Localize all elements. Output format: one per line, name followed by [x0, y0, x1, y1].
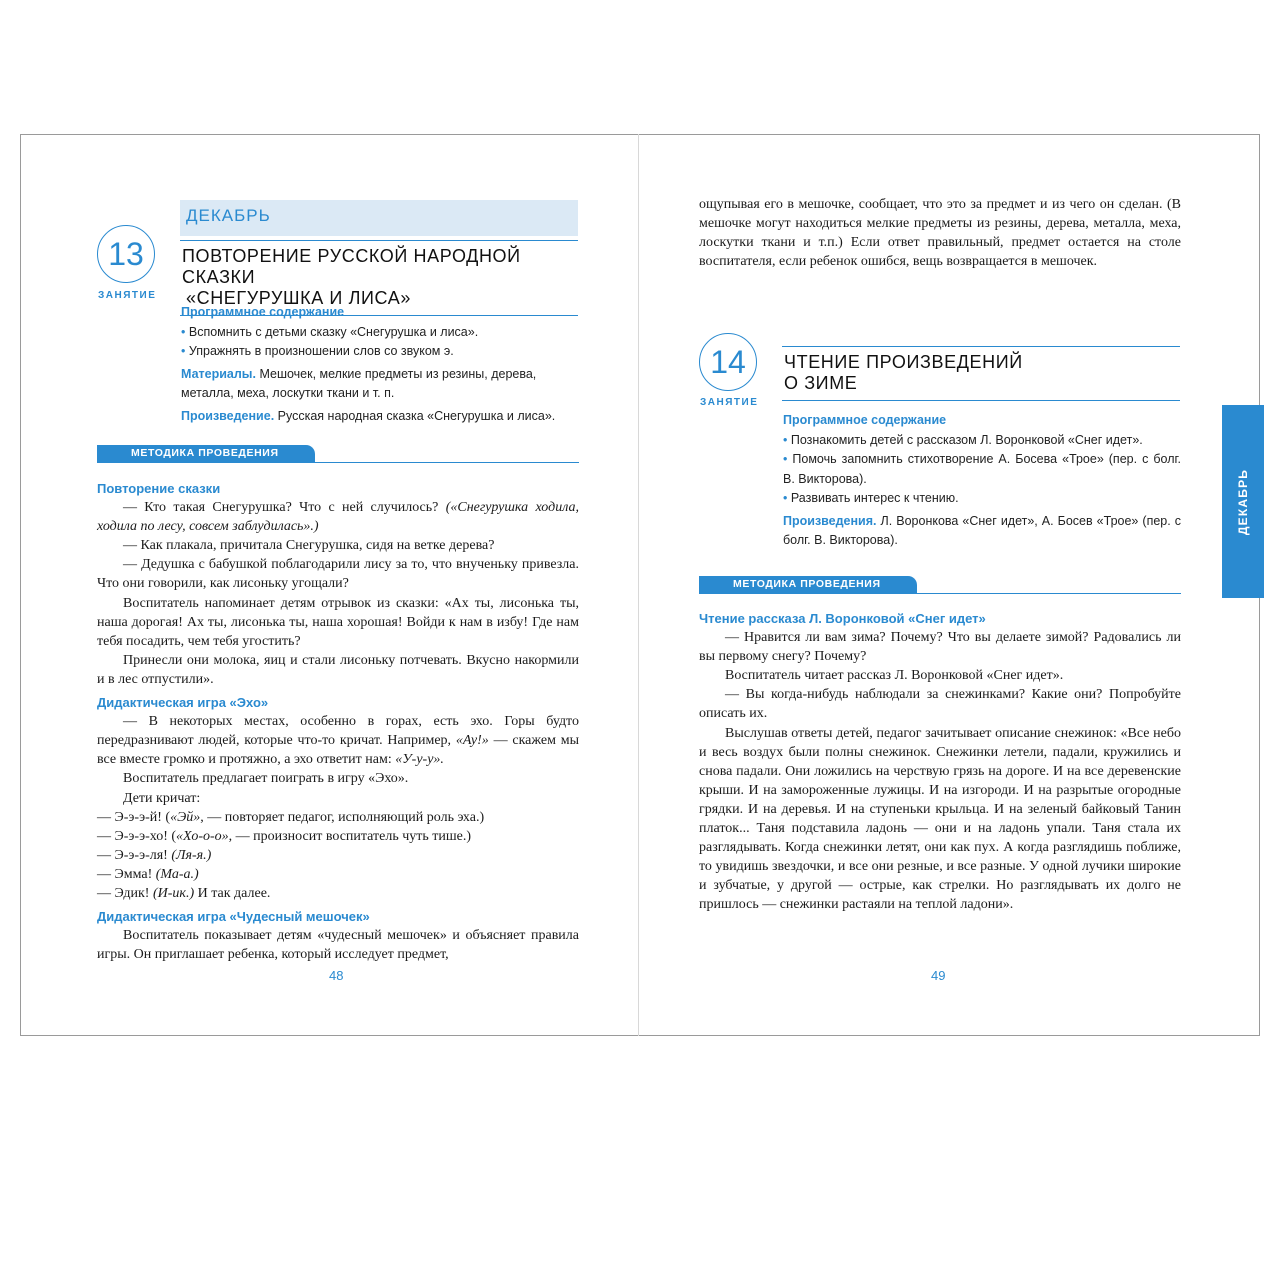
paragraph: — Дедушка с бабушкой поблагодарили лису за то, что внученьку привезла. Что они говорили, как лисоньку угощали? [97, 557, 579, 592]
lesson-info [181, 303, 579, 426]
paragraph: Дети кричат: [123, 790, 201, 806]
lesson-info [783, 411, 1181, 551]
method-header [97, 445, 579, 463]
work [181, 407, 579, 427]
paragraph: Воспитатель читает рассказ Л. Воронковой «Снег идет». [725, 668, 1064, 684]
lesson-title [782, 346, 1180, 401]
program-item: • Познакомить детей с рассказом Л. Воронковой «Снег идет». [783, 431, 1181, 451]
paragraph: Принесли они молока, яиц и стали лисоньку потчевать. Вкусно накормили и в лес отпустили». [97, 652, 579, 687]
page-number-left: 48 [329, 968, 344, 983]
paragraph: — Вы когда-нибудь наблюдали за снежинками? Какие они? Попробуйте описать их. [699, 687, 1181, 722]
echo-line: — Э-э-э-ля! (Ля-я.) [97, 847, 212, 863]
lesson-title-line1: ПОВТОРЕНИЕ РУССКОЙ НАРОДНОЙ СКАЗКИ [182, 246, 521, 287]
side-tab [1222, 405, 1264, 598]
paragraph: Воспитатель показывает детям «чудесный мешочек» и объясняет правила игры. Он приглашает ребенка, который исследует предмет, [97, 928, 579, 963]
lesson-label: ЗАНЯТИЕ [98, 290, 157, 301]
paragraph: — Кто такая Снегурушка? Что с ней случилось? («Снегурушка ходила, ходила по лесу, совсем заблудилась».) [97, 500, 579, 535]
lesson-number-circle: 13 [97, 225, 155, 283]
paragraph: — В некоторых местах, особенно в горах, есть эхо. Горы будто передразнивают людей, которые что-то кричат. Например, «Ау!» — скажем мы все вместе громко и протяжно, а эхо ответит нам: «У-у-у». [97, 714, 579, 768]
echo-line: — Э-э-э-хо! («Хо-о-о», — произносит воспитатель чуть тише.) [97, 828, 472, 844]
works [783, 512, 1181, 551]
paragraph: — Как плакала, причитала Снегурушка, сидя на ветке дерева? [123, 538, 495, 554]
lesson-title-line2: О ЗИМЕ [784, 373, 858, 393]
works-label: Произведения. [783, 513, 877, 528]
work-text: Русская народная сказка «Снегурушка и лиса». [277, 408, 556, 423]
left-body [97, 475, 579, 964]
echo-line: — Э-э-э-й! («Эй», — повторяет педагог, исполняющий роль эха.) [97, 809, 485, 825]
right-continuation [699, 195, 1181, 271]
page-fold [638, 134, 639, 1036]
method-tab: МЕТОДИКА ПРОВЕДЕНИЯ [699, 576, 917, 593]
materials-text: Мешочек, мелкие предметы из резины, дерева, [259, 366, 537, 381]
paragraph: Воспитатель предлагает поиграть в игру «Эхо». [123, 771, 409, 787]
lesson-title-line1: ЧТЕНИЕ ПРОИЗВЕДЕНИЙ [784, 352, 1023, 372]
program-item: • Развивать интерес к чтению. [783, 489, 1181, 509]
method-header [699, 576, 1181, 594]
month-bar: ДЕКАБРЬ [180, 200, 578, 236]
program-item: • Вспомнить с детьми сказку «Снегурушка и лиса». [181, 323, 579, 343]
materials-label: Материалы. [181, 366, 256, 381]
paragraph: Выслушав ответы детей, педагог зачитывает описание снежинок: «Все небо и весь воздух были полны снежинок. Снежинки летели, падали, кружились и снова падали. Они ложились на черствую грязь на дороге. И на все деревенские крыши. И на замороженные лужицы. И на изгороди. И на разрытые огородные грядки. И на деревья. И на ступеньки крыльца. И на зеленый байковый Танин платок... Таня подставила ладонь — они и на ладонь упали. Таня стала их разглядывать. Когда снежинки летят, они как пух. А когда разглядишь поближе, то увидишь звездочки, и все они резные, и все разные. У одной лучики широкие и зубчатые, у другой — острые, как стрелки. Но разглядывать их долго не пришлось — снежинки растаяли на теплой ладони». [699, 725, 1181, 913]
lesson-label: ЗАНЯТИЕ [700, 397, 759, 408]
section-title: Дидактическая игра «Эхо» [97, 695, 269, 711]
echo-line: — Эмма! (Ма-а.) [97, 866, 199, 882]
section-title: Повторение сказки [97, 481, 221, 496]
lesson-number-circle: 14 [699, 333, 757, 391]
page-number-right: 49 [931, 968, 946, 983]
paragraph: ощупывая его в мешочке, сообщает, что это за предмет и из чего он сделан. (В мешочке могут находиться мелкие предметы из резины, дерева, металла, меха, лоскутки ткани и т.п.) Если ответ правильный, предмет остается на столе воспитателя, если ребенок ошибся, вещь возвращается в мешочек. [699, 197, 1181, 270]
materials [181, 365, 579, 385]
section-title: Чтение рассказа Л. Воронковой «Снег идет» [699, 611, 986, 626]
lesson-title-line2: «СНЕГУРУШКА И ЛИСА» [186, 288, 411, 308]
method-tab: МЕТОДИКА ПРОВЕДЕНИЯ [97, 445, 315, 462]
paragraph: Воспитатель напоминает детям отрывок из сказки: «Ах ты, лисонька ты, наша дорогая! Ах ты, лисонька ты, наша хорошая! Войди к нам в избу! Где нам тебя посадить, чем тебя угостить? [97, 595, 579, 649]
program-item: • Упражнять в произношении слов со звуком э. [181, 342, 579, 362]
works-text: Л. Воронкова «Снег идет», А. Босев «Трое» (пер. с болг. В. Викторова). [783, 513, 1181, 547]
section-title: Дидактическая игра «Чудесный мешочек» [97, 909, 370, 925]
program-heading: Программное содержание [783, 413, 947, 427]
materials-text-2: металла, меха, лоскутки ткани и т. п. [181, 386, 395, 400]
side-tab-label: ДЕКАБРЬ [1236, 468, 1250, 535]
program-heading: Программное содержание [181, 305, 345, 319]
paragraph: — Нравится ли вам зима? Почему? Что вы делаете зимой? Радовались ли вы первому снегу? Почему? [699, 630, 1181, 665]
work-label: Произведение. [181, 408, 275, 423]
echo-line: — Эдик! (И-ик.) И так далее. [97, 885, 271, 901]
right-body [699, 605, 1181, 915]
program-item: • Помочь запомнить стихотворение А. Босева «Трое» (пер. с болг. В. Викторова). [783, 450, 1181, 489]
